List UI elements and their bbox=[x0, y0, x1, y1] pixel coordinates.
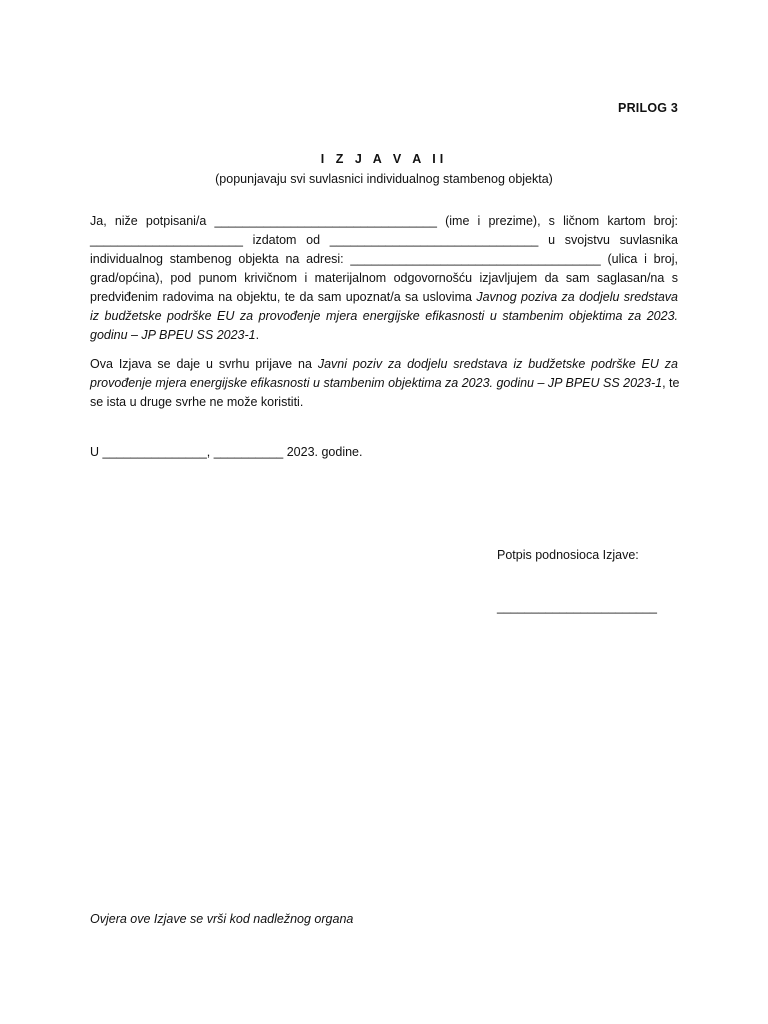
purpose-paragraph bbox=[90, 355, 678, 412]
declaration-paragraph bbox=[90, 212, 678, 345]
document-title: I Z J A V A II bbox=[320, 152, 448, 166]
purpose-line-1-text: Ova Izjava se daje u svrhu prijave na bbox=[90, 357, 318, 371]
purpose-line-3: se ista u druge svrhe ne može koristiti. bbox=[90, 395, 304, 409]
declaration-line-7-end: . bbox=[255, 328, 260, 342]
purpose-line-2-end: , te bbox=[662, 376, 680, 390]
purpose-call-reference: Javni poziv za dodjelu sredstava iz budžetske podrške EU za bbox=[317, 357, 678, 371]
signature-label: Potpis podnosioca Izjave: bbox=[497, 548, 639, 562]
declaration-line-1: Ja, niže potpisani/a ________________________________ (ime i prezime), s ličnom kartom broj: bbox=[90, 214, 678, 228]
declaration-line-5 bbox=[90, 288, 678, 307]
purpose-call-reference-cont: provođenje mjera energijske efikasnosti u stambenim objektima za 2023. godinu – JP BPEU SS 2023-1 bbox=[90, 376, 663, 390]
place-date-line: U _______________, __________ 2023. godine. bbox=[90, 445, 363, 459]
declaration-line-2: ______________________ izdatom od ______________________________ u svojstvu suvlasnika bbox=[90, 233, 678, 247]
annex-label: PRILOG 3 bbox=[618, 101, 678, 115]
declaration-line-6 bbox=[90, 307, 678, 326]
declaration-line-3: individualnog stambenog objekta na adresi: ____________________________________ (ulica i broj, bbox=[90, 252, 678, 266]
declaration-line-5-text: predviđenim radovima na objektu, te da sam upoznat/a sa uslovima bbox=[90, 290, 477, 304]
purpose-line-2 bbox=[90, 374, 678, 393]
signature-line: _______________________ bbox=[497, 600, 657, 614]
declaration-line-4: grad/općina), pod punom krivičnom i materijalnom odgovornošću izjavljujem da sam saglasan/na s bbox=[90, 271, 678, 285]
public-call-reference: Javnog poziva za dodjelu sredstava bbox=[476, 290, 679, 304]
declaration-line-7 bbox=[90, 326, 678, 345]
purpose-line-1 bbox=[90, 355, 678, 374]
verification-note: Ovjera ove Izjave se vrši kod nadležnog organa bbox=[90, 912, 354, 926]
public-call-reference-cont: iz budžetske podrške EU za provođenje mjera energijske efikasnosti u stambenim objektima za 2023. bbox=[90, 309, 678, 323]
document-subtitle: (popunjavaju svi suvlasnici individualnog stambenog objekta) bbox=[215, 172, 553, 186]
public-call-code: godinu – JP BPEU SS 2023-1 bbox=[90, 328, 256, 342]
